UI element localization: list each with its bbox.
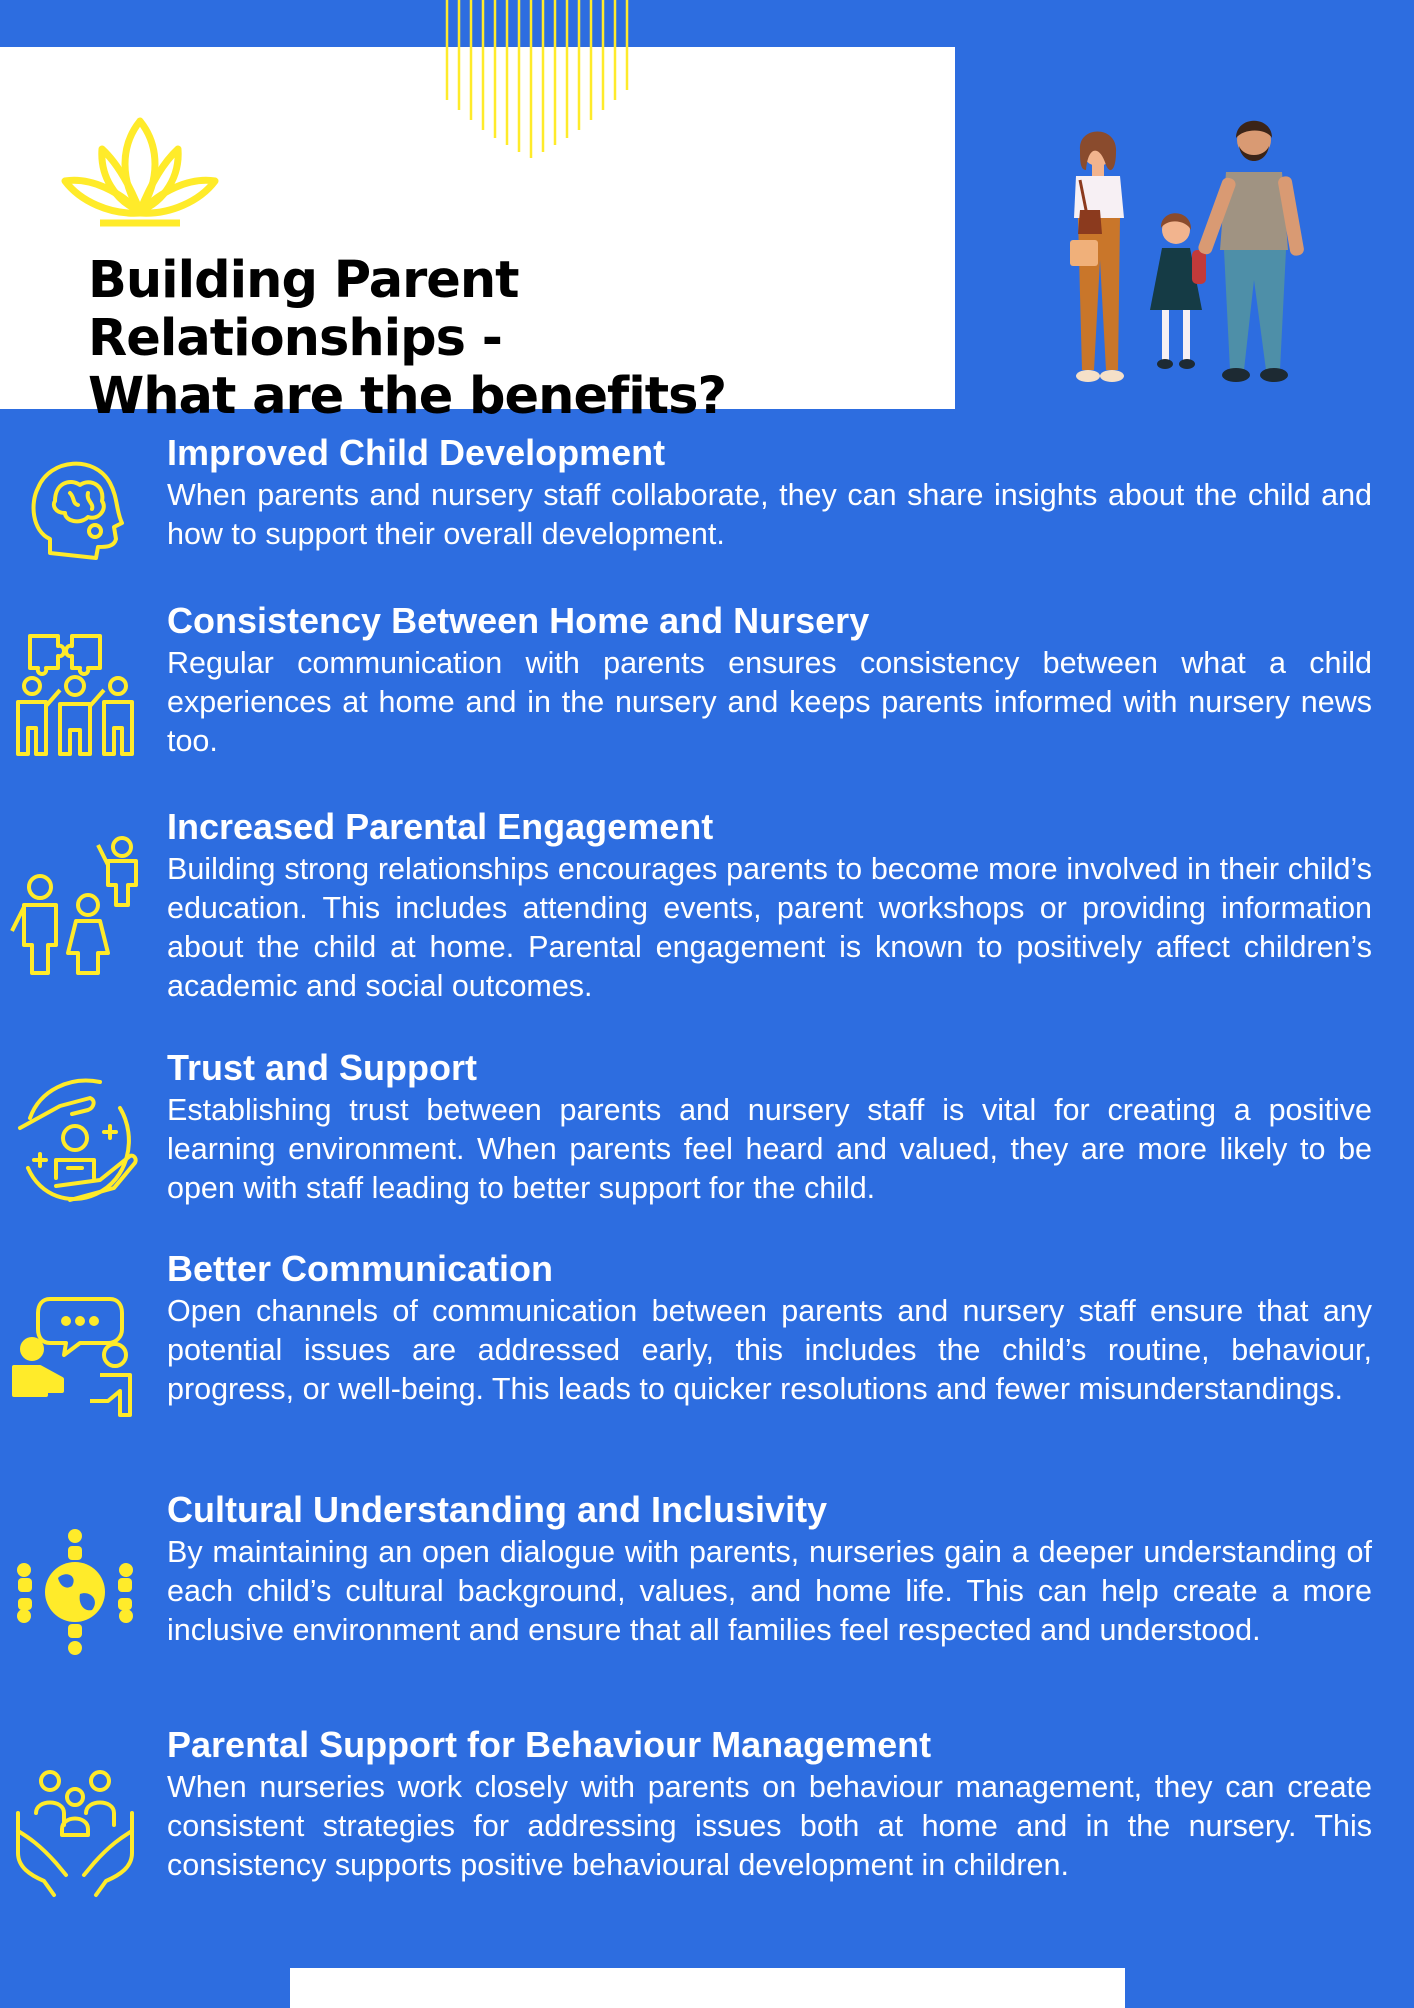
benefit-heading: Improved Child Development [167, 432, 666, 473]
benefit-body: Building strong relationships encourages parents to become more involved in their child’s education. This includes attending events, parent workshops or providing information about the child at home. Parental engagement is known to positively affect children’s academic and social outcomes. [167, 852, 1372, 1003]
benefit-heading: Better Communication [167, 1248, 554, 1289]
puzzle-people-icon [10, 626, 140, 766]
family-waving-icon [10, 835, 140, 975]
brain-head-icon [10, 443, 140, 583]
benefit-body: When parents and nursery staff collaborate, they can share insights about the child and how to support their overall development. [167, 478, 1372, 551]
hand-support-icon [10, 1068, 140, 1208]
benefit-body: Establishing trust between parents and nursery staff is vital for creating a positive learning environment. When parents feel heard and valued, they are more likely to be open with staff leading to better support for the child. [167, 1093, 1372, 1205]
benefit-body: Open channels of communication between parents and nursery staff ensure that any potential issues are addressed early, this includes the child’s routine, behaviour, progress, or well-being. This leads to quicker resolutions and fewer misunderstandings. [167, 1294, 1372, 1406]
benefit-body: By maintaining an open dialogue with parents, nurseries gain a deeper understanding of each child’s cultural background, values, and home life. This can help create a more inclusive environment and ensure that all families feel respected and understood. [167, 1535, 1372, 1647]
title-line-3: What are the benefits? [88, 367, 727, 426]
benefit-body: When nurseries work closely with parents on behaviour management, they can create consistent strategies for addressing issues both at home and in the nursery. This consistency supports positive behavioural development in children. [167, 1770, 1372, 1882]
benefit-heading: Consistency Between Home and Nursery [167, 600, 870, 641]
page-title [88, 252, 928, 426]
family-illustration [1040, 110, 1320, 390]
benefit-heading: Increased Parental Engagement [167, 806, 714, 847]
hands-family-icon [10, 1763, 140, 1903]
benefit-heading: Cultural Understanding and Inclusivity [167, 1489, 828, 1530]
conversation-icon [10, 1291, 140, 1431]
benefit-body: Regular communication with parents ensures consistency between what a child experiences at home and in the nursery and keeps parents informed with nursery news too. [167, 646, 1372, 758]
bottom-bar [290, 1968, 1125, 2008]
title-line-2: Relationships - [88, 309, 502, 368]
benefit-heading: Parental Support for Behaviour Management [167, 1724, 932, 1765]
fringe-decoration [442, 0, 632, 160]
benefit-heading: Trust and Support [167, 1047, 477, 1088]
title-line-1: Building Parent [88, 251, 519, 310]
lotus-icon [60, 111, 220, 231]
globe-people-icon [10, 1520, 140, 1660]
